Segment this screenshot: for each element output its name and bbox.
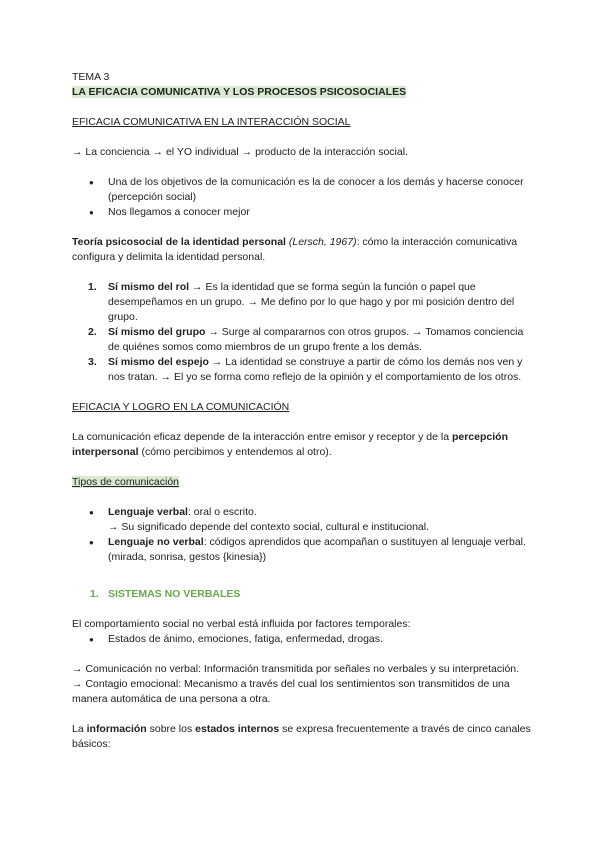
channels-text-b: sobre los [146,723,196,735]
list-item [88,280,532,325]
list-number: 1. [88,281,97,293]
list-item [108,505,532,535]
channels-text-a: La [72,723,87,735]
channels-bold-info: información [86,723,147,735]
main-title [72,85,532,100]
list-item-text: : códigos aprendidos que acompañan o sustituyen al lenguaje verbal. (mirada, sonrisa, gestos {kinesia}) [108,536,526,563]
section1-heading: EFICACIA COMUNICATIVA EN LA INTERACCIÓN SOCIAL [72,116,351,128]
list-item-title: Lenguaje verbal [108,506,188,518]
channels-bold-states: estados internos [195,723,280,735]
list-item-subtext: → Su significado depende del contexto social, cultural e institucional. [108,521,430,533]
main-title-highlight: LA EFICACIA COMUNICATIVA Y LOS PROCESOS PSICOSOCIALES [72,86,407,98]
theory-title: Teoría psicosocial de la identidad personal [72,236,286,248]
list-item: ● Estados de ánimo, emociones, fatiga, enfermedad, drogas. [108,632,532,647]
list-item-title: Sí mismo del rol [108,281,190,293]
list-item: ● Una de los objetivos de la comunicación es la de conocer a los demás y hacerse conocer (percepción social) [108,175,532,205]
nonverbal-intro: El comportamiento social no verbal está influida por factores temporales: [72,618,411,630]
definition-contagio: → Contagio emocional: Mecanismo a través del cual los sentimientos son transmitidos de una manera automática de una persona a otra. [72,678,510,705]
list-item-title: Lenguaje no verbal [108,536,204,548]
tipos-heading-highlight: Tipos de comunicación [72,476,179,488]
efficacy-text-a: La comunicación eficaz depende de la interacción entre emisor y receptor y de la [72,431,452,443]
section3-title: SISTEMAS NO VERBALES [108,588,241,600]
list-item: ● Nos llegamos a conocer mejor [108,205,532,220]
objectives-list [72,175,532,220]
list-item-text: → Es la identidad que se forma según la función o papel que desempeñamos en un grupo. → Me defino por lo que hago y por mi posición dentro del grupo. [108,281,515,323]
list-item-text: → La identidad se construye a partir de cómo los demás nos ven y nos tratan. → El yo se forma como reflejo de la opinión y el comportamiento de los otros. [108,356,523,383]
channels-text-c: se expresa frecuentemente a través de cinco canales básicos: [72,723,531,750]
list-item [88,325,532,355]
list-item-text: → Surge al compararnos con otros grupos. → Tomamos conciencia de quiénes somos como miembros de un grupo frente a los demás. [108,326,524,353]
definition-nonverbal: → Comunicación no verbal: Información transmitida por señales no verbales y su interpretación. [72,663,520,675]
list-item-title: Sí mismo del espejo [108,356,209,368]
tipos-list [72,505,532,565]
channels-paragraph [72,722,532,752]
document-page [72,70,532,752]
list-item-title: Sí mismo del grupo [108,326,206,338]
efficacy-bold: percepción interpersonal [72,431,508,458]
list-number: 2. [88,326,97,338]
efficacy-paragraph [72,430,532,460]
section3-heading [72,587,532,602]
list-item-text: : oral o escrito. [187,506,257,518]
factors-list [72,632,532,647]
list-item [108,535,532,565]
section3-number: 1. [90,588,99,600]
theory-reference: (Lersch, 1967) [288,236,357,248]
efficacy-text-b: (cómo percibimos y entendemos al otro). [138,446,332,458]
arrow-line: → La conciencia → el YO individual → producto de la interacción social. [72,146,408,158]
identity-list [72,280,532,385]
list-number: 3. [88,356,97,368]
tema-label: TEMA 3 [72,71,110,83]
theory-paragraph [72,235,532,265]
section2-heading: EFICACIA Y LOGRO EN LA COMUNICACIÓN [72,401,290,413]
theory-description: : cómo la interacción comunicativa configura y delimita la identidad personal. [72,236,518,263]
tipos-heading [72,475,532,490]
list-item [88,355,532,385]
